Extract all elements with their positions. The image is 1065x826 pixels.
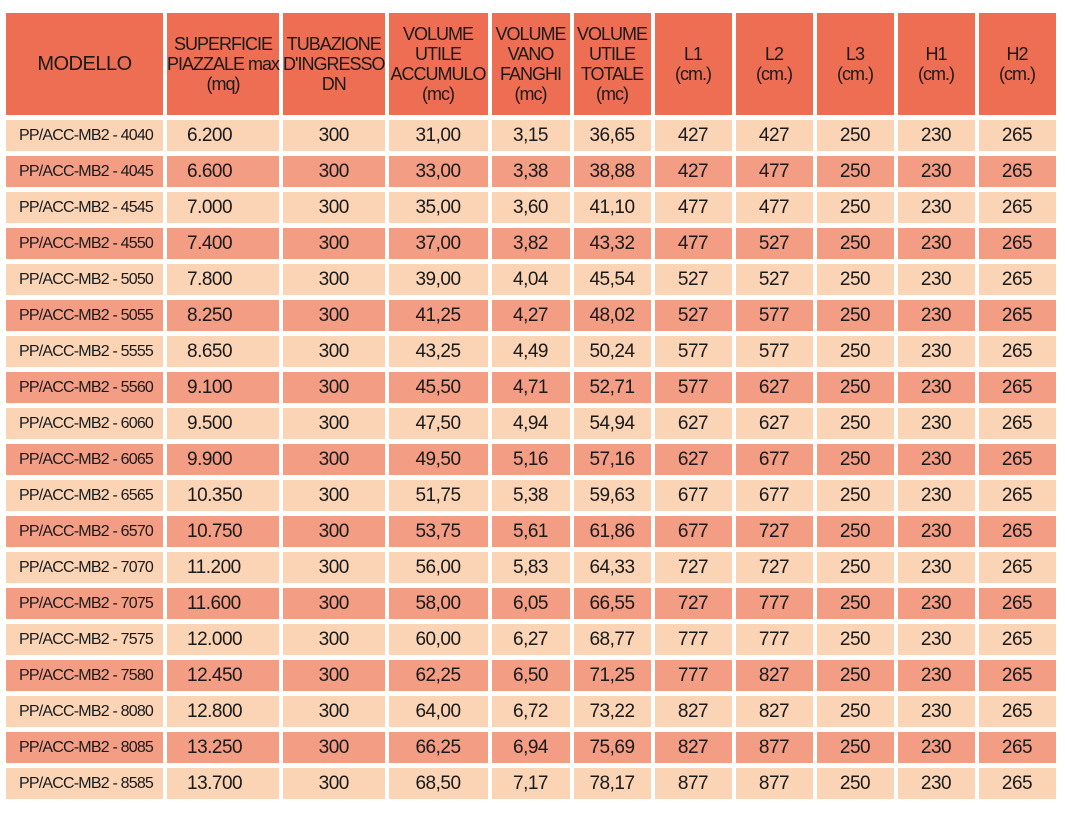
column-header-line: ACCUMULO bbox=[390, 64, 486, 84]
column-header-line: MODELLO bbox=[37, 53, 132, 75]
cell-volume-utile-totale: 59,63 bbox=[574, 480, 651, 511]
cell-volume-utile-accumulo: 51,75 bbox=[389, 480, 488, 511]
cell-l3: 250 bbox=[817, 732, 894, 763]
cell-h1: 230 bbox=[898, 696, 975, 727]
cell-modello: PP/ACC-MB2 - 7070 bbox=[6, 552, 163, 583]
cell-l2: 727 bbox=[736, 516, 813, 547]
cell-volume-utile-accumulo: 64,00 bbox=[389, 696, 488, 727]
cell-l1: 877 bbox=[655, 768, 732, 799]
cell-modello: PP/ACC-MB2 - 6060 bbox=[6, 408, 163, 439]
cell-modello: PP/ACC-MB2 - 6565 bbox=[6, 480, 163, 511]
cell-superficie-piazzale: 6.200 bbox=[167, 120, 279, 151]
cell-volume-utile-totale: 71,25 bbox=[574, 660, 651, 691]
cell-h2: 265 bbox=[979, 732, 1056, 763]
cell-h2: 265 bbox=[979, 516, 1056, 547]
cell-volume-utile-totale: 75,69 bbox=[574, 732, 651, 763]
column-header-l3 bbox=[817, 13, 894, 115]
cell-l2: 627 bbox=[736, 372, 813, 403]
cell-volume-utile-accumulo: 66,25 bbox=[389, 732, 488, 763]
cell-volume-utile-accumulo: 60,00 bbox=[389, 624, 488, 655]
cell-volume-utile-accumulo: 47,50 bbox=[389, 408, 488, 439]
table-row bbox=[6, 120, 1056, 151]
cell-tubazione-ingresso: 300 bbox=[283, 696, 384, 727]
cell-tubazione-ingresso: 300 bbox=[283, 768, 384, 799]
cell-superficie-piazzale: 11.200 bbox=[167, 552, 279, 583]
column-header-h1 bbox=[898, 13, 975, 115]
cell-l3: 250 bbox=[817, 372, 894, 403]
cell-volume-vano-fanghi: 4,04 bbox=[492, 264, 570, 295]
cell-volume-utile-accumulo: 39,00 bbox=[389, 264, 488, 295]
cell-tubazione-ingresso: 300 bbox=[283, 156, 384, 187]
cell-l1: 677 bbox=[655, 480, 732, 511]
column-header-line: SUPERFICIE bbox=[174, 34, 273, 54]
column-header-line: (cm.) bbox=[999, 64, 1035, 84]
cell-l1: 827 bbox=[655, 696, 732, 727]
cell-l1: 777 bbox=[655, 660, 732, 691]
cell-l1: 577 bbox=[655, 336, 732, 367]
cell-modello: PP/ACC-MB2 - 4045 bbox=[6, 156, 163, 187]
cell-h1: 230 bbox=[898, 228, 975, 259]
cell-volume-vano-fanghi: 4,94 bbox=[492, 408, 570, 439]
column-header-line: UTILE bbox=[414, 44, 461, 64]
cell-l1: 827 bbox=[655, 732, 732, 763]
column-header-volume-vano-fanghi bbox=[492, 13, 570, 115]
cell-volume-vano-fanghi: 3,60 bbox=[492, 192, 570, 223]
cell-l3: 250 bbox=[817, 120, 894, 151]
column-header-h2 bbox=[979, 13, 1056, 115]
cell-tubazione-ingresso: 300 bbox=[283, 552, 384, 583]
cell-h1: 230 bbox=[898, 552, 975, 583]
column-header-line: VANO bbox=[507, 44, 554, 64]
cell-h1: 230 bbox=[898, 336, 975, 367]
cell-l3: 250 bbox=[817, 480, 894, 511]
column-header-l1 bbox=[655, 13, 732, 115]
cell-l1: 527 bbox=[655, 264, 732, 295]
cell-volume-utile-accumulo: 68,50 bbox=[389, 768, 488, 799]
cell-volume-utile-accumulo: 53,75 bbox=[389, 516, 488, 547]
table-row bbox=[6, 516, 1056, 547]
header-row bbox=[6, 13, 1056, 115]
cell-l3: 250 bbox=[817, 552, 894, 583]
cell-h1: 230 bbox=[898, 120, 975, 151]
cell-modello: PP/ACC-MB2 - 5050 bbox=[6, 264, 163, 295]
cell-tubazione-ingresso: 300 bbox=[283, 516, 384, 547]
cell-superficie-piazzale: 7.000 bbox=[167, 192, 279, 223]
cell-volume-utile-totale: 48,02 bbox=[574, 300, 651, 331]
cell-l1: 677 bbox=[655, 516, 732, 547]
column-header-modello bbox=[6, 13, 163, 115]
cell-modello: PP/ACC-MB2 - 7575 bbox=[6, 624, 163, 655]
cell-volume-vano-fanghi: 6,05 bbox=[492, 588, 570, 619]
cell-h1: 230 bbox=[898, 768, 975, 799]
table-row bbox=[6, 228, 1056, 259]
cell-h2: 265 bbox=[979, 192, 1056, 223]
table-row bbox=[6, 156, 1056, 187]
column-header-line: (cm.) bbox=[675, 64, 711, 84]
cell-volume-utile-totale: 68,77 bbox=[574, 624, 651, 655]
cell-volume-utile-totale: 36,65 bbox=[574, 120, 651, 151]
cell-h2: 265 bbox=[979, 372, 1056, 403]
cell-superficie-piazzale: 8.650 bbox=[167, 336, 279, 367]
cell-volume-utile-totale: 64,33 bbox=[574, 552, 651, 583]
cell-l3: 250 bbox=[817, 264, 894, 295]
cell-h2: 265 bbox=[979, 696, 1056, 727]
table-row bbox=[6, 264, 1056, 295]
cell-superficie-piazzale: 8.250 bbox=[167, 300, 279, 331]
cell-modello: PP/ACC-MB2 - 8585 bbox=[6, 768, 163, 799]
cell-tubazione-ingresso: 300 bbox=[283, 372, 384, 403]
table-row bbox=[6, 768, 1056, 799]
table-header bbox=[6, 13, 1056, 115]
column-header-line: DN bbox=[321, 74, 346, 94]
cell-tubazione-ingresso: 300 bbox=[283, 300, 384, 331]
cell-h1: 230 bbox=[898, 264, 975, 295]
cell-l2: 677 bbox=[736, 444, 813, 475]
cell-l3: 250 bbox=[817, 336, 894, 367]
column-header-line: VOLUME bbox=[576, 24, 648, 44]
cell-volume-vano-fanghi: 4,27 bbox=[492, 300, 570, 331]
cell-superficie-piazzale: 12.000 bbox=[167, 624, 279, 655]
cell-l3: 250 bbox=[817, 588, 894, 619]
cell-l1: 577 bbox=[655, 372, 732, 403]
cell-volume-vano-fanghi: 5,83 bbox=[492, 552, 570, 583]
cell-l3: 250 bbox=[817, 156, 894, 187]
cell-volume-vano-fanghi: 6,72 bbox=[492, 696, 570, 727]
cell-volume-utile-accumulo: 49,50 bbox=[389, 444, 488, 475]
cell-h1: 230 bbox=[898, 516, 975, 547]
cell-l1: 427 bbox=[655, 156, 732, 187]
cell-tubazione-ingresso: 300 bbox=[283, 264, 384, 295]
table-row bbox=[6, 696, 1056, 727]
cell-l2: 727 bbox=[736, 552, 813, 583]
cell-superficie-piazzale: 12.800 bbox=[167, 696, 279, 727]
cell-modello: PP/ACC-MB2 - 4550 bbox=[6, 228, 163, 259]
cell-l2: 827 bbox=[736, 696, 813, 727]
cell-superficie-piazzale: 6.600 bbox=[167, 156, 279, 187]
column-header-line: VOLUME bbox=[495, 24, 566, 44]
table-row bbox=[6, 588, 1056, 619]
column-header-tubazione-ingresso bbox=[283, 13, 384, 115]
cell-tubazione-ingresso: 300 bbox=[283, 588, 384, 619]
cell-volume-utile-accumulo: 35,00 bbox=[389, 192, 488, 223]
cell-tubazione-ingresso: 300 bbox=[283, 624, 384, 655]
cell-l2: 827 bbox=[736, 660, 813, 691]
table-row bbox=[6, 552, 1056, 583]
cell-l3: 250 bbox=[817, 768, 894, 799]
cell-tubazione-ingresso: 300 bbox=[283, 444, 384, 475]
cell-volume-utile-totale: 38,88 bbox=[574, 156, 651, 187]
cell-volume-vano-fanghi: 6,94 bbox=[492, 732, 570, 763]
cell-h1: 230 bbox=[898, 300, 975, 331]
table-row bbox=[6, 660, 1056, 691]
table-row bbox=[6, 372, 1056, 403]
cell-volume-utile-totale: 41,10 bbox=[574, 192, 651, 223]
cell-volume-vano-fanghi: 5,38 bbox=[492, 480, 570, 511]
cell-volume-vano-fanghi: 6,50 bbox=[492, 660, 570, 691]
column-header-l2 bbox=[736, 13, 813, 115]
table-body bbox=[6, 120, 1056, 799]
cell-modello: PP/ACC-MB2 - 5555 bbox=[6, 336, 163, 367]
cell-tubazione-ingresso: 300 bbox=[283, 120, 384, 151]
table-row bbox=[6, 300, 1056, 331]
cell-superficie-piazzale: 11.600 bbox=[167, 588, 279, 619]
cell-l2: 477 bbox=[736, 156, 813, 187]
cell-l2: 527 bbox=[736, 228, 813, 259]
column-header-volume-utile-totale bbox=[574, 13, 651, 115]
cell-volume-utile-accumulo: 62,25 bbox=[389, 660, 488, 691]
cell-tubazione-ingresso: 300 bbox=[283, 408, 384, 439]
cell-volume-utile-accumulo: 43,25 bbox=[389, 336, 488, 367]
cell-l1: 727 bbox=[655, 588, 732, 619]
cell-superficie-piazzale: 13.700 bbox=[167, 768, 279, 799]
cell-h1: 230 bbox=[898, 372, 975, 403]
cell-l3: 250 bbox=[817, 696, 894, 727]
cell-volume-utile-accumulo: 33,00 bbox=[389, 156, 488, 187]
cell-l2: 877 bbox=[736, 732, 813, 763]
cell-superficie-piazzale: 9.900 bbox=[167, 444, 279, 475]
cell-l2: 627 bbox=[736, 408, 813, 439]
column-header-volume-utile-accumulo bbox=[389, 13, 488, 115]
cell-l3: 250 bbox=[817, 516, 894, 547]
cell-volume-vano-fanghi: 3,38 bbox=[492, 156, 570, 187]
cell-h1: 230 bbox=[898, 660, 975, 691]
cell-h1: 230 bbox=[898, 192, 975, 223]
column-header-line: (mc) bbox=[596, 84, 628, 104]
cell-h1: 230 bbox=[898, 588, 975, 619]
cell-h2: 265 bbox=[979, 444, 1056, 475]
cell-tubazione-ingresso: 300 bbox=[283, 732, 384, 763]
cell-tubazione-ingresso: 300 bbox=[283, 660, 384, 691]
column-header-line: L3 bbox=[845, 44, 865, 64]
cell-l1: 627 bbox=[655, 444, 732, 475]
cell-l1: 427 bbox=[655, 120, 732, 151]
column-header-line: (cm.) bbox=[837, 64, 873, 84]
column-header-line: UTILE bbox=[588, 44, 635, 64]
cell-h2: 265 bbox=[979, 120, 1056, 151]
cell-tubazione-ingresso: 300 bbox=[283, 192, 384, 223]
cell-l3: 250 bbox=[817, 624, 894, 655]
cell-volume-utile-totale: 45,54 bbox=[574, 264, 651, 295]
cell-tubazione-ingresso: 300 bbox=[283, 336, 384, 367]
cell-l2: 777 bbox=[736, 588, 813, 619]
spec-table bbox=[2, 8, 1060, 804]
table-row bbox=[6, 444, 1056, 475]
cell-volume-vano-fanghi: 4,49 bbox=[492, 336, 570, 367]
cell-l3: 250 bbox=[817, 444, 894, 475]
table-row bbox=[6, 624, 1056, 655]
cell-modello: PP/ACC-MB2 - 4545 bbox=[6, 192, 163, 223]
cell-l2: 427 bbox=[736, 120, 813, 151]
cell-volume-vano-fanghi: 5,16 bbox=[492, 444, 570, 475]
cell-h2: 265 bbox=[979, 588, 1056, 619]
cell-l1: 527 bbox=[655, 300, 732, 331]
cell-h1: 230 bbox=[898, 624, 975, 655]
cell-l3: 250 bbox=[817, 660, 894, 691]
table-row bbox=[6, 732, 1056, 763]
cell-volume-utile-totale: 61,86 bbox=[574, 516, 651, 547]
cell-volume-utile-accumulo: 31,00 bbox=[389, 120, 488, 151]
cell-modello: PP/ACC-MB2 - 4040 bbox=[6, 120, 163, 151]
cell-h2: 265 bbox=[979, 300, 1056, 331]
column-header-line: (mc) bbox=[422, 84, 454, 104]
cell-h2: 265 bbox=[979, 228, 1056, 259]
cell-h1: 230 bbox=[898, 156, 975, 187]
cell-volume-utile-totale: 54,94 bbox=[574, 408, 651, 439]
cell-l3: 250 bbox=[817, 300, 894, 331]
cell-superficie-piazzale: 9.500 bbox=[167, 408, 279, 439]
cell-l3: 250 bbox=[817, 408, 894, 439]
cell-volume-vano-fanghi: 3,15 bbox=[492, 120, 570, 151]
cell-l3: 250 bbox=[817, 228, 894, 259]
cell-h2: 265 bbox=[979, 624, 1056, 655]
column-header-line: (cm.) bbox=[918, 64, 954, 84]
cell-l2: 877 bbox=[736, 768, 813, 799]
column-header-line: D'INGRESSO bbox=[283, 54, 385, 74]
cell-superficie-piazzale: 13.250 bbox=[167, 732, 279, 763]
column-header-line: H1 bbox=[925, 44, 947, 64]
cell-l1: 777 bbox=[655, 624, 732, 655]
column-header-line: VOLUME bbox=[402, 24, 474, 44]
cell-h2: 265 bbox=[979, 264, 1056, 295]
column-header-line: L2 bbox=[764, 44, 784, 64]
cell-modello: PP/ACC-MB2 - 5560 bbox=[6, 372, 163, 403]
cell-volume-vano-fanghi: 5,61 bbox=[492, 516, 570, 547]
cell-superficie-piazzale: 12.450 bbox=[167, 660, 279, 691]
cell-volume-utile-accumulo: 56,00 bbox=[389, 552, 488, 583]
cell-volume-utile-totale: 78,17 bbox=[574, 768, 651, 799]
cell-volume-utile-totale: 43,32 bbox=[574, 228, 651, 259]
cell-l2: 677 bbox=[736, 480, 813, 511]
cell-l3: 250 bbox=[817, 192, 894, 223]
cell-volume-vano-fanghi: 3,82 bbox=[492, 228, 570, 259]
cell-superficie-piazzale: 9.100 bbox=[167, 372, 279, 403]
column-header-line: TOTALE bbox=[580, 64, 644, 84]
table-row bbox=[6, 336, 1056, 367]
column-header-line: TUBAZIONE bbox=[286, 34, 381, 54]
column-header-line: (mq) bbox=[206, 74, 240, 94]
cell-volume-utile-totale: 50,24 bbox=[574, 336, 651, 367]
cell-l1: 477 bbox=[655, 228, 732, 259]
cell-h1: 230 bbox=[898, 408, 975, 439]
cell-l2: 577 bbox=[736, 336, 813, 367]
cell-h1: 230 bbox=[898, 444, 975, 475]
cell-l1: 627 bbox=[655, 408, 732, 439]
column-header-superficie-piazzale bbox=[167, 13, 279, 115]
cell-l2: 577 bbox=[736, 300, 813, 331]
cell-h2: 265 bbox=[979, 408, 1056, 439]
cell-modello: PP/ACC-MB2 - 7075 bbox=[6, 588, 163, 619]
cell-volume-utile-totale: 73,22 bbox=[574, 696, 651, 727]
cell-l1: 477 bbox=[655, 192, 732, 223]
column-header-line: L1 bbox=[683, 44, 703, 64]
cell-h2: 265 bbox=[979, 336, 1056, 367]
cell-h1: 230 bbox=[898, 732, 975, 763]
cell-volume-utile-totale: 57,16 bbox=[574, 444, 651, 475]
cell-l2: 477 bbox=[736, 192, 813, 223]
cell-volume-utile-accumulo: 37,00 bbox=[389, 228, 488, 259]
cell-modello: PP/ACC-MB2 - 8085 bbox=[6, 732, 163, 763]
cell-l2: 527 bbox=[736, 264, 813, 295]
column-header-line: H2 bbox=[1006, 44, 1028, 64]
cell-volume-utile-totale: 52,71 bbox=[574, 372, 651, 403]
table-row bbox=[6, 480, 1056, 511]
cell-volume-utile-totale: 66,55 bbox=[574, 588, 651, 619]
cell-h1: 230 bbox=[898, 480, 975, 511]
cell-volume-vano-fanghi: 6,27 bbox=[492, 624, 570, 655]
cell-superficie-piazzale: 7.400 bbox=[167, 228, 279, 259]
cell-tubazione-ingresso: 300 bbox=[283, 480, 384, 511]
column-header-line: FANGHI bbox=[499, 64, 561, 84]
cell-l1: 727 bbox=[655, 552, 732, 583]
table-row bbox=[6, 408, 1056, 439]
cell-superficie-piazzale: 10.350 bbox=[167, 480, 279, 511]
cell-volume-vano-fanghi: 4,71 bbox=[492, 372, 570, 403]
column-header-line: (cm.) bbox=[756, 64, 792, 84]
cell-modello: PP/ACC-MB2 - 6065 bbox=[6, 444, 163, 475]
cell-h2: 265 bbox=[979, 768, 1056, 799]
cell-volume-utile-accumulo: 45,50 bbox=[389, 372, 488, 403]
cell-h2: 265 bbox=[979, 480, 1056, 511]
column-header-line: PIAZZALE max bbox=[167, 54, 280, 74]
cell-modello: PP/ACC-MB2 - 7580 bbox=[6, 660, 163, 691]
cell-h2: 265 bbox=[979, 552, 1056, 583]
cell-tubazione-ingresso: 300 bbox=[283, 228, 384, 259]
cell-h2: 265 bbox=[979, 660, 1056, 691]
cell-superficie-piazzale: 7.800 bbox=[167, 264, 279, 295]
table-row bbox=[6, 192, 1056, 223]
cell-h2: 265 bbox=[979, 156, 1056, 187]
cell-volume-utile-accumulo: 58,00 bbox=[389, 588, 488, 619]
cell-modello: PP/ACC-MB2 - 8080 bbox=[6, 696, 163, 727]
cell-l2: 777 bbox=[736, 624, 813, 655]
cell-volume-utile-accumulo: 41,25 bbox=[389, 300, 488, 331]
cell-superficie-piazzale: 10.750 bbox=[167, 516, 279, 547]
cell-modello: PP/ACC-MB2 - 6570 bbox=[6, 516, 163, 547]
cell-modello: PP/ACC-MB2 - 5055 bbox=[6, 300, 163, 331]
column-header-line: (mc) bbox=[514, 84, 547, 104]
cell-volume-vano-fanghi: 7,17 bbox=[492, 768, 570, 799]
